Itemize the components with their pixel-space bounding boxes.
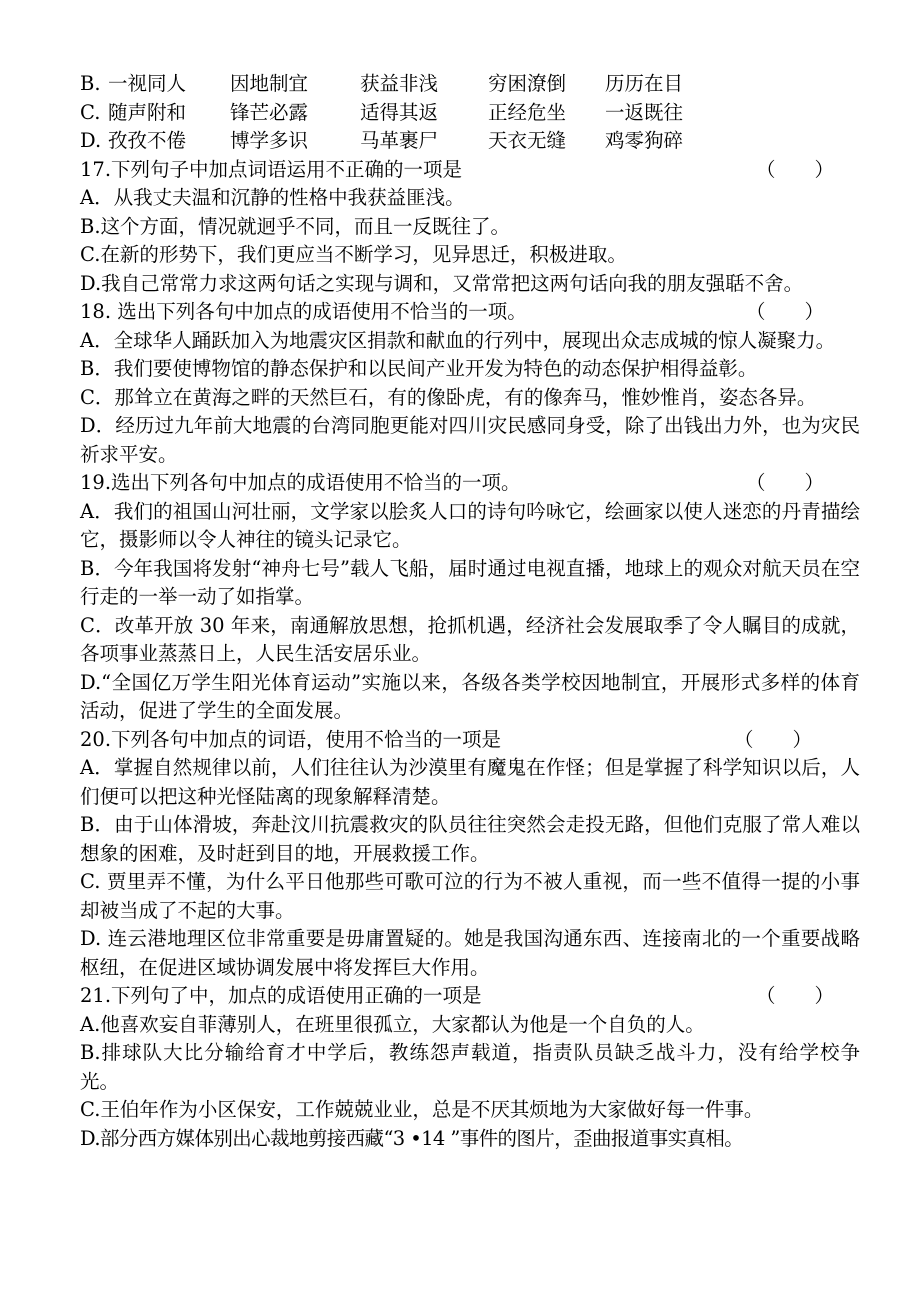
document-page	[80, 70, 860, 1153]
question-21-option-d: D.部分西方媒体别出心裁地剪接西藏“3 •14 ”事件的图片，歪曲报道事实真相。	[80, 1126, 744, 1150]
option-word: 获益非浅	[360, 72, 439, 95]
option-label: D.	[80, 129, 102, 152]
question-20-stem	[80, 726, 860, 755]
question-text: 17.下列句子中加点词语运用不正确的一项是	[80, 157, 463, 181]
option-word: 天衣无缝	[488, 129, 567, 152]
option-label: B.	[80, 72, 101, 95]
option-word: 因地制宜	[230, 72, 309, 95]
question-18-option-c: C．那耸立在黄海之畔的天然巨石，有的像卧虎，有的像奔马，惟妙惟肖，姿态各异。	[80, 385, 817, 409]
question-19-option-d: D.“全国亿万学生阳光体育运动”实施以来，各级各类学校因地制宜，开展形式多样的体育活动，促进了学生的全面发展。	[80, 670, 860, 722]
option-word: 随声附和	[108, 100, 187, 124]
question-text: 20.下列各句中加点的词语，使用不恰当的一项是	[80, 727, 502, 751]
answer-blank: （ ）	[746, 471, 825, 494]
question-text: 21.下列句了中，加点的成语使用正确的一项是	[80, 984, 482, 1007]
question-text: 18. 选出下列各句中加点的成语使用不恰当的一项。	[80, 300, 527, 323]
question-19-option-c: C．改革开放 30 年来，南通解放思想，抢抓机遇，经济社会发展取季了令人瞩目的成就，各项事业蒸蒸日上，人民生活安居乐业。	[80, 613, 860, 665]
answer-blank: （ ）	[746, 300, 825, 323]
question-19-option-a: A．我们的祖国山河壮丽，文学家以脍炙人口的诗句吟咏它，绘画家以使人迷恋的丹青描绘它，摄影师以令人神往的镜头记录它。	[80, 499, 860, 551]
question-18-option-a: A．全球华人踊跃加入为地震灾区捐款和献血的行列中，展现出众志成城的惊人凝聚力。	[80, 328, 836, 352]
question-17-option-a: A．从我丈夫温和沉静的性格中我获益匪浅。	[80, 186, 465, 209]
question-18-option-d: D．经历过九年前大地震的台湾同胞更能对四川灾民感同身受，除了出钱出力外，也为灾民祈求平安。	[80, 414, 860, 466]
option-word: 一视同人	[108, 72, 187, 95]
options-row-b	[80, 70, 860, 99]
option-word: 正经危坐	[488, 100, 567, 124]
answer-blank: （ ）	[756, 984, 835, 1007]
question-21-option-c: C.王伯年作为小区保安，工作兢兢业业，总是不厌其烦地为大家做好每一件事。	[80, 1098, 764, 1121]
option-word: 孜孜不倦	[108, 129, 187, 152]
question-17-option-d: D.我自己常常力求这两句话之实现与调和，又常常把这两句话向我的朋友强聒不舍。	[80, 271, 804, 295]
option-word: 穷困潦倒	[488, 72, 567, 95]
option-word: 鸡零狗碎	[605, 129, 684, 152]
options-row-d	[80, 127, 860, 156]
answer-blank: （ ）	[734, 727, 813, 751]
question-19-stem	[80, 469, 860, 498]
question-20-option-a: A．掌握自然规律以前，人们往往认为沙漠里有魔鬼在作怪；但是掌握了科学知识以后，人们便可以把这种光怪陆离的现象解释清楚。	[80, 756, 860, 808]
question-17-option-c: C.在新的形势下，我们更应当不断学习，见异思迁，积极进取。	[80, 243, 627, 266]
question-20-option-d: D. 连云港地理区位非常重要是毋庸置疑的。她是我国沟通东西、连接南北的一个重要战略枢纽，在促进区域协调发展中将发挥巨大作用。	[80, 927, 860, 979]
option-word: 马革裹尸	[360, 129, 439, 152]
question-20-option-c: C. 贾里弄不懂，为什么平日他那些可歌可泣的行为不被人重视，而一些不值得一提的小事却被当成了不起的大事。	[80, 870, 860, 922]
option-word: 博学多识	[230, 129, 309, 152]
answer-blank: （ ）	[756, 157, 835, 181]
question-17-stem	[80, 156, 860, 185]
question-19-option-b: B．今年我国将发射“神舟七号”载人飞船，届时通过电视直播，地球上的观众对航天员在空行走的一举一动了如指掌。	[80, 556, 860, 608]
option-word: 历历在目	[605, 72, 684, 95]
question-18-stem	[80, 298, 860, 327]
option-word: 一返既往	[605, 100, 684, 124]
question-text: 19.选出下列各句中加点的成语使用不恰当的一项。	[80, 471, 521, 494]
question-21-option-a: A.他喜欢妄自菲薄别人，在班里很孤立，大家都认为他是一个自负的人。	[80, 1012, 705, 1036]
option-word: 适得其返	[360, 100, 439, 124]
question-21-stem	[80, 982, 860, 1011]
option-word: 锋芒必露	[230, 100, 309, 124]
question-18-option-b: B．我们要使博物馆的静态保护和以民间产业开发为特色的动态保护相得益彰。	[80, 357, 758, 380]
options-row-c	[80, 99, 860, 128]
question-21-option-b: B.排球队大比分输给育才中学后，教练怨声载道，指责队员缺乏战斗力，没有给学校争光。	[80, 1041, 860, 1093]
question-17-option-b: B.这个方面，情况就迥乎不同，而且一反既往了。	[80, 214, 511, 238]
question-20-option-b: B．由于山体滑坡，奔赴汶川抗震救灾的队员往往突然会走投无路，但他们克服了常人难以想象的困难，及时赶到目的地，开展救援工作。	[80, 813, 860, 865]
option-label: C.	[80, 100, 101, 124]
